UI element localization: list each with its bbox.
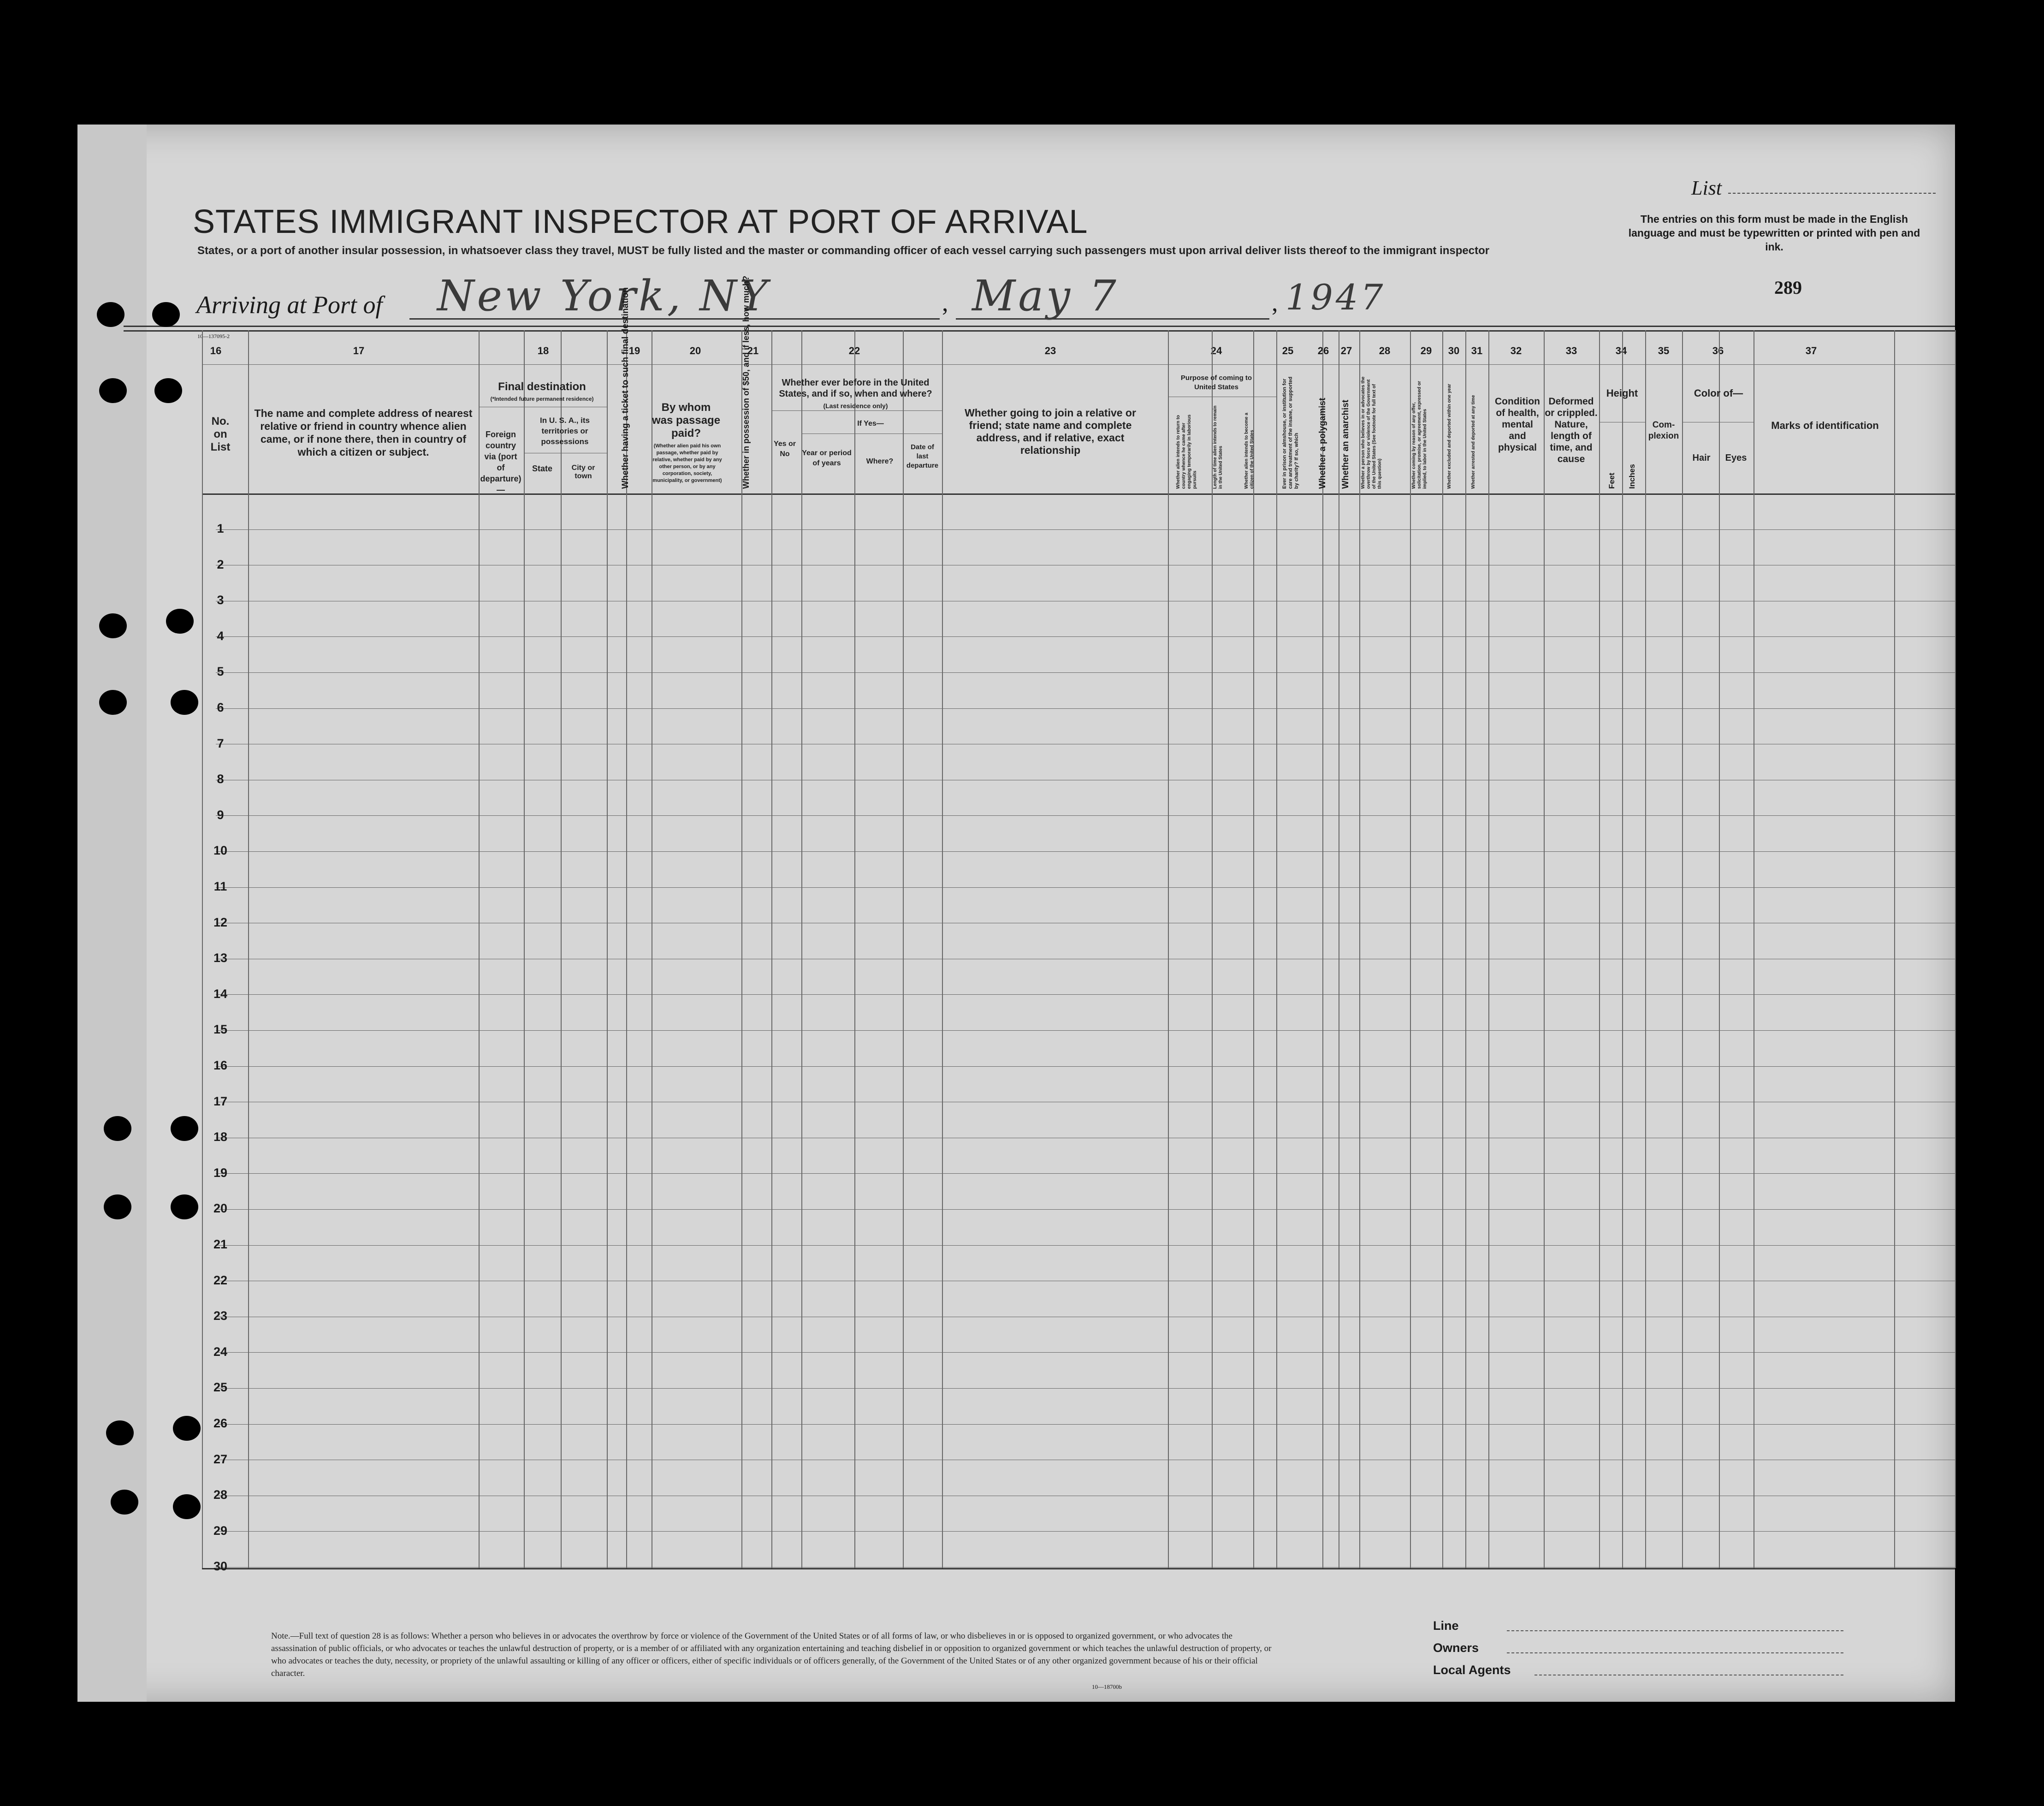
arriving-label: Arriving at Port of xyxy=(196,291,383,319)
header-no-on-list: No. on List xyxy=(210,415,231,453)
row-number: 11 xyxy=(213,879,227,893)
table-row[interactable] xyxy=(216,1030,1955,1031)
header-complexion: Com-plexion xyxy=(1648,420,1679,441)
header-relative-address: The name and complete address of nearest relative or friend in country whence alien came, or if none there, then in country of which a citizen or subject. xyxy=(254,407,473,458)
column-rule xyxy=(1442,330,1443,1568)
table-row[interactable] xyxy=(216,1567,1955,1568)
column-rule xyxy=(903,330,904,1568)
column-rule xyxy=(771,330,772,1568)
header-excluded: Whether excluded and deported within one year xyxy=(1447,384,1452,489)
row-number: 10 xyxy=(213,844,228,858)
column-rule xyxy=(741,330,742,1568)
row-number: 17 xyxy=(213,1094,228,1108)
punch-hole xyxy=(171,690,198,715)
footnote-question-28: Note.—Full text of question 28 is as follows: Whether a person who believes in or advocates the overthrow by force or violence of the Government of the United States or of all forms of law, or who disbelieves in or is opposed to organized government, or who advocates the assassination of public officials, or who advocates or teaches the unlawful destruction of property, or is a member of or affiliated with any organization entertaining and teaching disbelief in or opposition to organized government or which teaches the unlawful destruction of property, or who advocates or teaches the duty, necessity, or propriety of the unlawful assaulting or killing of any officer or officers, either of specific individuals or of officers generally, of the Government of the United States or of any other organized government because of his or their official character. xyxy=(271,1631,1272,1678)
row-number: 15 xyxy=(213,1022,228,1037)
column-number: 28 xyxy=(1379,345,1391,356)
rule-table-bottom xyxy=(202,1568,1955,1569)
page-title: STATES IMMIGRANT INSPECTOR AT PORT OF ARRIVAL xyxy=(193,203,1088,240)
row-number: 30 xyxy=(213,1559,228,1574)
sheet-left-strip xyxy=(77,125,147,1702)
header-purpose-return: Whether alien intends to return to country whence he came after engaging temporarily in laborious pursuits xyxy=(1176,414,1197,489)
rule-header-bottom xyxy=(202,493,1955,495)
row-number: 8 xyxy=(217,772,224,786)
form-code: 10—137095-2 xyxy=(197,333,230,339)
header-possession-50: Whether in possession of $50, and if less, how much? xyxy=(741,275,751,489)
page-number: 289 xyxy=(1774,277,1802,298)
header-overthrow: Whether a person who believes in or advocates the overthrow by force or violence of the Government of the United States (See footnote for full text of this question) xyxy=(1361,376,1382,489)
header-passage-paid: By whom was passage paid? xyxy=(652,401,721,440)
header-final-destination-sub: (*Intended future permanent residence) xyxy=(490,396,594,402)
row-number: 24 xyxy=(213,1344,228,1359)
header-anarchist: Whether an anarchist xyxy=(1341,399,1351,489)
table-row[interactable] xyxy=(216,851,1955,852)
column-number: 34 xyxy=(1615,345,1627,356)
punch-hole xyxy=(173,1416,201,1441)
comma-2: , xyxy=(1272,289,1278,316)
header-hair: Hair xyxy=(1692,453,1711,463)
column-rule xyxy=(1719,330,1720,1568)
header-if-yes: If Yes— xyxy=(857,420,884,428)
row-number: 19 xyxy=(213,1165,228,1180)
header-city: City or town xyxy=(571,464,595,480)
column-rule xyxy=(1599,330,1600,1568)
column-rule xyxy=(561,330,562,1568)
column-number: 17 xyxy=(353,345,365,356)
table-row[interactable] xyxy=(216,1209,1955,1210)
header-arrested: Whether arrested and deported at any time xyxy=(1471,395,1476,489)
column-number: 32 xyxy=(1510,345,1522,356)
table-row[interactable] xyxy=(216,529,1955,530)
header-purpose-citizen: Whether alien intends to become a citizen of the United States xyxy=(1244,412,1255,489)
comma-1: , xyxy=(942,289,948,316)
row-number: 14 xyxy=(213,986,228,1001)
punch-hole xyxy=(104,1194,131,1219)
punch-hole xyxy=(111,1490,138,1515)
column-rule xyxy=(1955,330,1956,1568)
row-number: 16 xyxy=(213,1058,228,1072)
column-rule xyxy=(626,330,627,1568)
table-row[interactable] xyxy=(216,672,1955,673)
header-deformed: Deformed or crippled. Nature, length of time, and cause xyxy=(1545,396,1598,464)
table-row[interactable] xyxy=(216,1531,1955,1532)
column-rule xyxy=(1622,330,1623,1568)
header-prison: Ever in prison or almshouse, or institution for care and treatment of the insane, or supported by charity? If so, which xyxy=(1282,376,1299,489)
punch-hole xyxy=(106,1420,134,1445)
header-in-usa: In U. S. A., its territories or possessions xyxy=(540,416,590,446)
column-number: 26 xyxy=(1317,345,1329,356)
list-label: List xyxy=(1691,177,1722,199)
column-rule xyxy=(1645,330,1646,1568)
row-number: 18 xyxy=(213,1130,228,1144)
column-number: 20 xyxy=(689,345,701,356)
table-row[interactable] xyxy=(216,1245,1955,1246)
manifest-sheet xyxy=(77,125,1955,1702)
punch-hole xyxy=(154,378,182,403)
table-row[interactable] xyxy=(216,815,1955,816)
row-number: 12 xyxy=(213,915,228,929)
header-eyes: Eyes xyxy=(1725,453,1747,463)
column-rule xyxy=(1276,330,1277,1568)
column-number: 27 xyxy=(1340,345,1352,356)
column-number: 21 xyxy=(747,345,759,356)
row-number: 25 xyxy=(213,1380,228,1395)
column-rule xyxy=(524,330,525,1568)
footer-form-code: 10—18700b xyxy=(1092,1683,1122,1690)
table-row[interactable] xyxy=(216,1066,1955,1067)
column-number: 33 xyxy=(1565,345,1577,356)
row-number: 4 xyxy=(217,629,224,643)
row-number: 28 xyxy=(213,1488,228,1502)
line-label: Line xyxy=(1433,1619,1459,1633)
column-rule xyxy=(1465,330,1466,1568)
row-number: 7 xyxy=(217,736,224,750)
column-rule xyxy=(1894,330,1895,1568)
column-rule xyxy=(942,330,943,1568)
punch-hole xyxy=(171,1116,198,1141)
header-join-relative: Whether going to join a relative or friend; state name and complete address, and if relative, exact relationship xyxy=(965,407,1136,456)
header-last-departure: Date of last departure xyxy=(906,443,939,469)
punch-hole xyxy=(171,1194,198,1219)
header-marks: Marks of identification xyxy=(1771,420,1879,431)
table-row[interactable] xyxy=(216,708,1955,709)
header-year-period: Year or period of years xyxy=(802,449,852,467)
header-color-of: Color of— xyxy=(1694,387,1743,399)
table-row[interactable] xyxy=(216,636,1955,637)
column-rule xyxy=(248,330,249,1568)
table-row[interactable] xyxy=(216,1352,1955,1353)
header-ever-before: Whether ever before in the United States, and if so, when and where? xyxy=(779,378,932,399)
header-polygamist: Whether a polygamist xyxy=(1318,398,1327,489)
rule-top-2 xyxy=(124,330,1955,332)
rule-top xyxy=(124,326,1955,327)
column-number: 35 xyxy=(1658,345,1670,356)
header-final-destination: Final destination xyxy=(498,380,586,393)
header-sub-rule xyxy=(771,410,942,411)
column-rule xyxy=(1212,330,1213,1568)
rule-colnum xyxy=(202,364,1955,365)
row-number: 1 xyxy=(217,521,224,535)
column-number: 25 xyxy=(1282,345,1294,356)
page-subtitle: States, or a port of another insular possession, in whatsoever class they travel, MUST be fully listed and the master or commanding officer of each vessel carrying such passengers must upon arrival deliver lists thereof to the immigrant inspector xyxy=(197,244,1490,257)
header-health: Condition of health, mental and physical xyxy=(1495,396,1540,453)
column-rule xyxy=(801,330,802,1568)
table-row[interactable] xyxy=(216,1424,1955,1425)
column-rule xyxy=(1544,330,1545,1568)
line-field[interactable] xyxy=(1507,1630,1843,1631)
column-rule xyxy=(607,330,608,1568)
header-offer-labor: Whether coming by reason of any offer, solicitation, promise, or agreement, expressed or implied, to labor in the United States xyxy=(1411,381,1428,489)
row-number: 5 xyxy=(217,665,224,679)
punch-hole xyxy=(99,613,127,638)
row-number: 9 xyxy=(217,808,224,822)
table-row[interactable] xyxy=(216,1388,1955,1389)
punch-hole xyxy=(99,378,127,403)
column-number: 19 xyxy=(628,345,640,356)
column-number: 23 xyxy=(1044,345,1056,356)
column-number: 30 xyxy=(1448,345,1460,356)
local-agents-label: Local Agents xyxy=(1433,1663,1511,1677)
row-number: 27 xyxy=(213,1452,228,1466)
row-number: 20 xyxy=(213,1201,228,1216)
header-state: State xyxy=(532,464,552,473)
table-row[interactable] xyxy=(216,887,1955,888)
column-number: 36 xyxy=(1712,345,1724,356)
punch-hole xyxy=(173,1494,201,1519)
header-foreign-country: Foreign country via (port of departure)— xyxy=(480,430,521,494)
column-number: 24 xyxy=(1210,345,1222,356)
row-number: 23 xyxy=(213,1309,228,1323)
column-rule xyxy=(202,330,203,1568)
column-rule xyxy=(1168,330,1169,1568)
header-feet: Feet xyxy=(1607,473,1616,489)
table-row[interactable] xyxy=(216,994,1955,995)
header-ever-before-sub: (Last residence only) xyxy=(823,402,888,410)
punch-hole xyxy=(97,302,124,327)
column-rule xyxy=(1410,330,1411,1568)
header-purpose-length: Length of time alien intends to remain in the United States xyxy=(1213,405,1223,489)
row-number: 2 xyxy=(217,557,224,571)
row-number: 13 xyxy=(213,951,228,965)
column-rule xyxy=(854,330,855,1568)
date-handwritten: May 7 xyxy=(972,271,1119,321)
header-height: Height xyxy=(1606,387,1638,399)
year-handwritten: 1947 xyxy=(1286,277,1386,318)
column-number: 16 xyxy=(210,345,222,356)
column-rule xyxy=(1359,330,1360,1568)
header-ticket: Whether having a ticket to such final destination xyxy=(621,287,630,489)
row-number: 6 xyxy=(217,700,224,714)
header-purpose: Purpose of coming to United States xyxy=(1180,374,1252,391)
punch-hole xyxy=(152,302,180,327)
header-passage-paid-sub: (Whether alien paid his own passage, whether paid by relative, whether paid by any other person, or by any corporation, society, municipality, or government) xyxy=(652,443,722,483)
column-number: 29 xyxy=(1420,345,1432,356)
punch-hole xyxy=(99,690,127,715)
list-underline xyxy=(1728,193,1936,194)
punch-hole xyxy=(166,609,194,634)
column-rule xyxy=(1682,330,1683,1568)
column-number: 18 xyxy=(537,345,549,356)
column-rule xyxy=(479,330,480,1568)
table-row[interactable] xyxy=(216,1173,1955,1174)
row-number: 29 xyxy=(213,1523,228,1538)
column-number: 22 xyxy=(848,345,860,356)
language-note: The entries on this form must be made in the English language and must be typewritten or printed with pen and ink. xyxy=(1628,213,1920,253)
row-number: 3 xyxy=(217,593,224,607)
header-where: Where? xyxy=(866,457,894,465)
row-number: 26 xyxy=(213,1416,228,1430)
header-yes-or-no: Yes or No xyxy=(773,440,796,458)
header-inches: Inches xyxy=(1628,464,1636,489)
row-number: 22 xyxy=(213,1273,228,1287)
punch-hole xyxy=(104,1116,131,1141)
owners-label: Owners xyxy=(1433,1641,1479,1655)
column-number: 31 xyxy=(1471,345,1483,356)
column-rule xyxy=(1488,330,1489,1568)
column-rule xyxy=(1253,330,1254,1568)
column-number: 37 xyxy=(1805,345,1817,356)
row-number: 21 xyxy=(213,1237,228,1251)
owners-field[interactable] xyxy=(1507,1652,1843,1653)
column-rule xyxy=(1322,330,1323,1568)
port-handwritten: New York, NY xyxy=(437,271,770,321)
